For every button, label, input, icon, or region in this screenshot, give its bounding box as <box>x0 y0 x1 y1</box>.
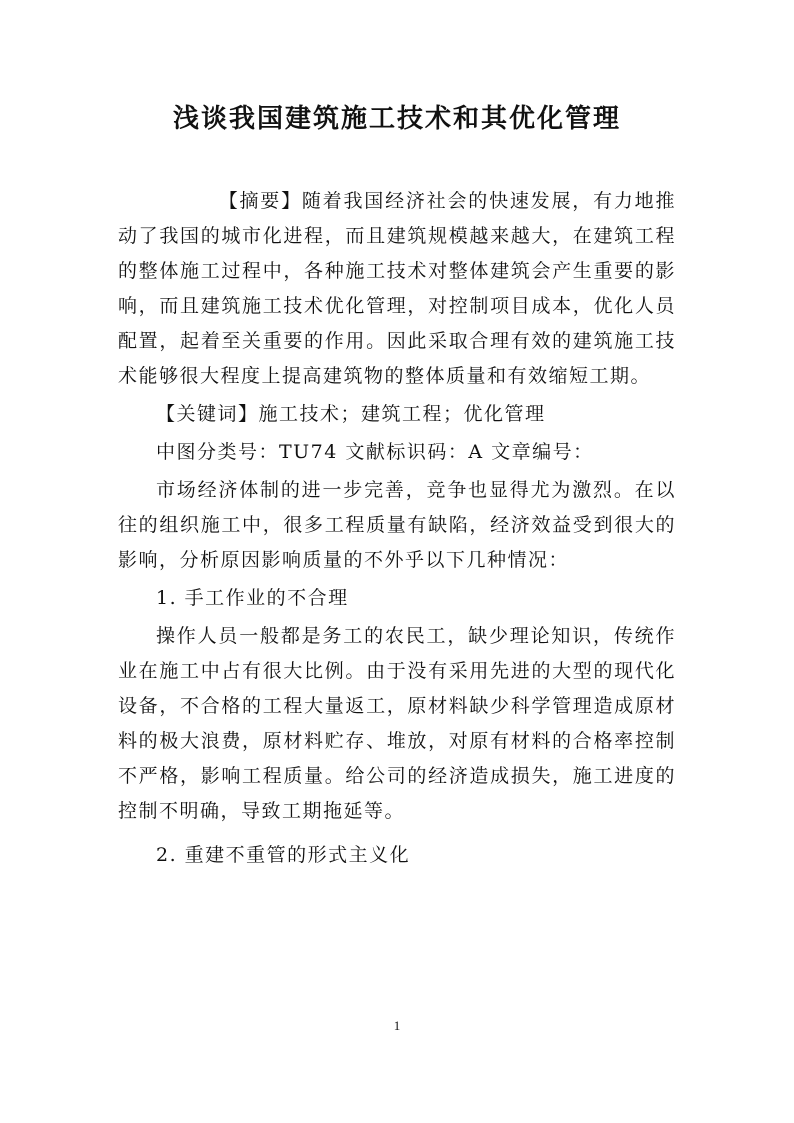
document-body <box>118 184 676 873</box>
intro-paragraph: 市场经济体制的进一步完善，竞争也显得尤为激烈。在以往的组织施工中，很多工程质量有缺陷，经济效益受到很大的影响，分析原因影响质量的不外乎以下几种情况： <box>118 479 676 571</box>
section-heading-1: 1. 手工作业的不合理 <box>156 587 349 609</box>
keywords-paragraph: 【关键词】施工技术；建筑工程；优化管理 <box>156 403 546 425</box>
section-heading-2: 2. 重建不重管的形式主义化 <box>156 844 411 866</box>
document-title: 浅谈我国建筑施工技术和其优化管理 <box>172 104 621 134</box>
abstract-paragraph: 【摘要】随着我国经济社会的快速发展，有力地推动了我国的城市化进程，而且建筑规模越来越大，在建筑工程的整体施工过程中，各种施工技术对整体建筑会产生重要的影响，而且建筑施工技术优化管理，对控制项目成本，优化人员配置，起着至关重要的作用。因此采取合理有效的建筑施工技术能够很大程度上提高建筑物的整体质量和有效缩短工期。 <box>118 190 676 387</box>
section-1-paragraph: 操作人员一般都是务工的农民工，缺少理论知识，传统作业在施工中占有很大比例。由于没有采用先进的大型的现代化设备，不合格的工程大量返工，原材料缺少科学管理造成原材料的极大浪费，原材料贮存、堆放，对原有材料的合格率控制不严格，影响工程质量。给公司的经济造成损失，施工进度的控制不明确，导致工期拖延等。 <box>118 625 676 822</box>
page-number: 1 <box>393 1018 401 1033</box>
classification-paragraph: 中图分类号：TU74 文献标识码：A 文章编号： <box>156 441 594 463</box>
